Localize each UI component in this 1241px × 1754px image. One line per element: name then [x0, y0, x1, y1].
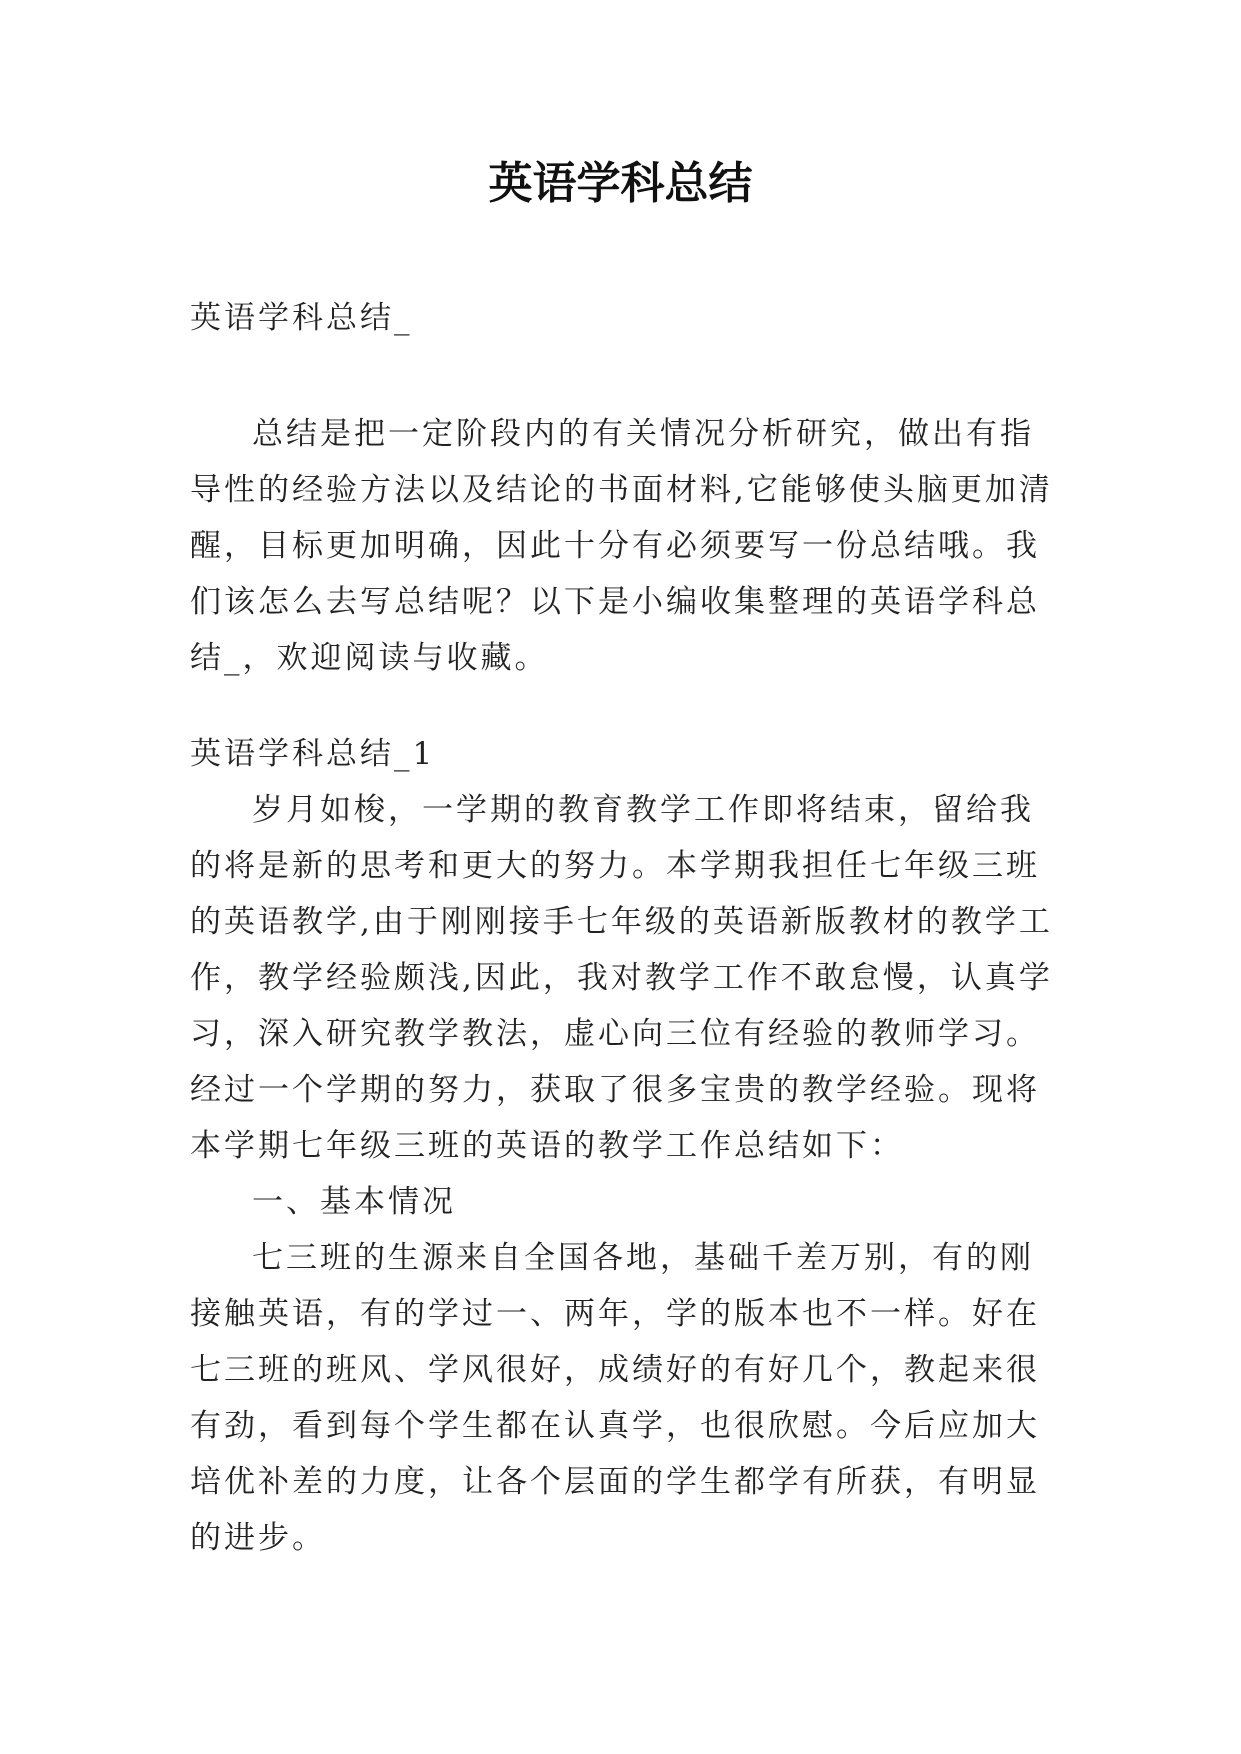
section-title: [190, 726, 1060, 782]
section-body: [190, 782, 1060, 1566]
intro-paragraph: [190, 406, 1060, 686]
body-paragraph: 七三班的生源来自全国各地，基础千差万别，有的刚接触英语，有的学过一、两年，学的版本也不一样。好在七三班的班风、学风很好，成绩好的有好几个，教起来很有劲，看到每个学生都在认真学，也很欣慰。今后应加大培优补差的力度，让各个层面的学生都学有所获，有明显的进步。: [190, 1240, 1040, 1556]
document-title: 英语学科总结: [488, 158, 753, 209]
body-paragraph: 岁月如梭，一学期的教育教学工作即将结束，留给我的将是新的思考和更大的努力。本学期我担任七年级三班的英语教学,由于刚刚接手七年级的英语新版教材的教学工作，教学经验颇浅,因此，我对教学工作不敢怠慢，认真学习，深入研究教学教法，虚心向三位有经验的教师学习。经过一个学期的努力，获取了很多宝贵的教学经验。现将本学期七年级三班的英语的教学工作总结如下：: [190, 792, 1053, 1164]
section-heading-basic-info: 一、基本情况: [252, 1184, 456, 1220]
section-title-text: 英语学科总结_1: [190, 736, 436, 772]
subtitle-text: 英语学科总结_: [190, 300, 413, 336]
document-subtitle: [190, 290, 1060, 346]
intro-text: 总结是把一定阶段内的有关情况分析研究，做出有指导性的经验方法以及结论的书面材料,它能够使头脑更加清醒，目标更加明确，因此十分有必须要写一份总结哦。我们该怎么去写总结呢？以下是小编收集整理的英语学科总结_，欢迎阅读与收藏。: [190, 416, 1053, 676]
